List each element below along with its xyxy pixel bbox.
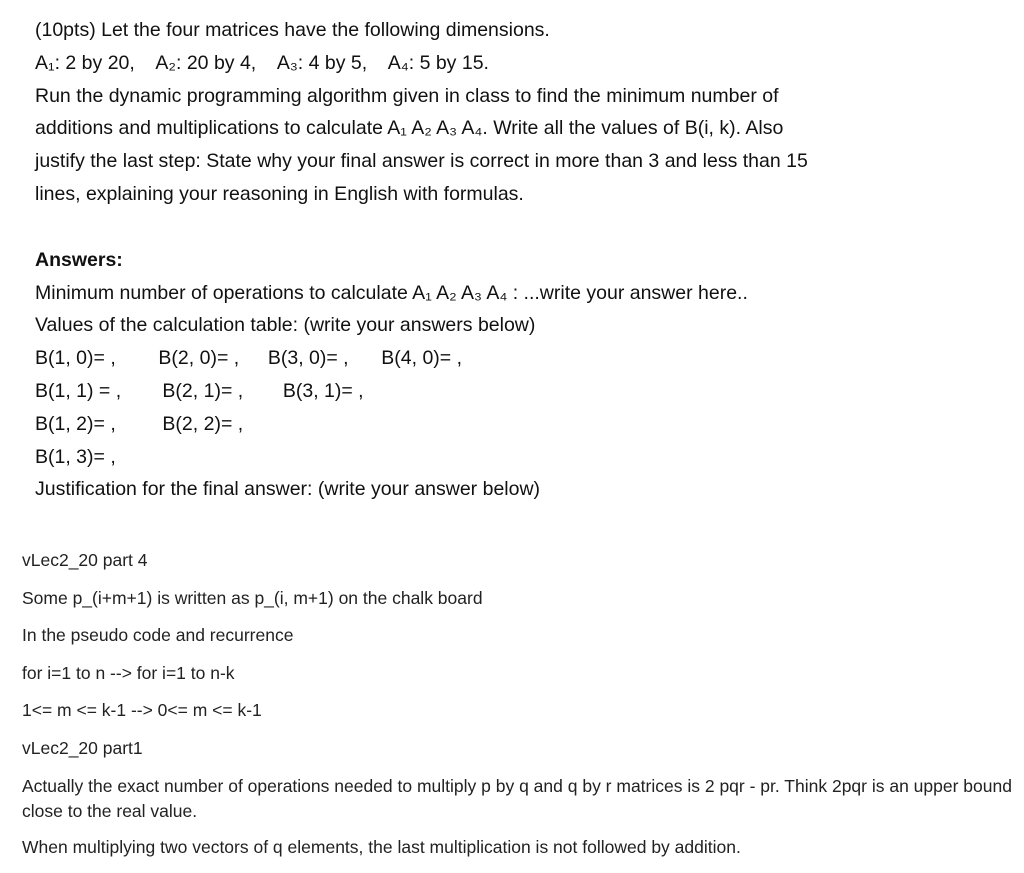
b-4-0: B(4, 0)= , <box>381 347 463 370</box>
b-table-row-3 <box>35 408 995 441</box>
note-line: 1<= m <= k-1 --> 0<= m <= k-1 <box>22 700 262 721</box>
answers-heading: Answers: <box>35 248 123 271</box>
lecture-notes <box>22 548 1012 873</box>
b-table-row-2 <box>35 375 995 408</box>
instruction-line: lines, explaining your reasoning in English with formulas. <box>35 182 524 205</box>
b-2-0: B(2, 0)= , <box>158 347 240 370</box>
note-line: vLec2_20 part1 <box>22 737 143 758</box>
dimension-a1: A₁: 2 by 20, <box>35 51 135 74</box>
instruction-line: additions and multiplications to calculate A₁ A₂ A₃ A₄. Write all the values of B(i, k). Also <box>35 117 784 140</box>
dimension-a3: A₃: 4 by 5, <box>276 51 368 74</box>
dimension-a4: A₄: 5 by 15. <box>387 51 489 74</box>
problem-statement <box>35 14 995 506</box>
b-3-1: B(3, 1)= , <box>282 379 364 402</box>
b-1-3: B(1, 3)= , <box>35 445 116 468</box>
note-line: vLec2_20 part 4 <box>22 550 148 570</box>
note-line: for i=1 to n --> for i=1 to n-k <box>22 662 235 683</box>
matrix-dimensions <box>35 47 995 80</box>
note-line: In the pseudo code and recurrence <box>22 625 294 646</box>
b-1-2: B(1, 2)= , <box>35 412 116 435</box>
min-ops-line: Minimum number of operations to calculate A₁ A₂ A₃ A₄ : ...write your answer here.. <box>35 281 748 304</box>
instruction-line: Run the dynamic programming algorithm given in class to find the minimum number of <box>35 84 779 107</box>
table-label: Values of the calculation table: (write your answers below) <box>35 314 536 337</box>
note-line: Some p_(i+m+1) is written as p_(i, m+1) on the chalk board <box>22 587 483 608</box>
b-1-1: B(1, 1) = , <box>35 379 122 402</box>
b-2-1: B(2, 1)= , <box>162 379 244 402</box>
b-3-0: B(3, 0)= , <box>267 347 349 370</box>
justification-label: Justification for the final answer: (write your answer below) <box>35 478 541 501</box>
note-paragraph: Actually the exact number of operations needed to multiply p by q and q by r matrices is 2 pqr - pr. Think 2pqr is an upper bound close to the real value. <box>22 775 1012 821</box>
problem-title: (10pts) Let the four matrices have the following dimensions. <box>35 19 550 41</box>
b-1-0: B(1, 0)= , <box>35 347 116 370</box>
instruction-line: justify the last step: State why your final answer is correct in more than 3 and less than 15 <box>35 150 808 173</box>
note-line: When multiplying two vectors of q elements, the last multiplication is not followed by addition. <box>22 837 741 858</box>
dimension-a2: A₂: 20 by 4, <box>155 51 257 74</box>
b-2-2: B(2, 2)= , <box>162 412 244 435</box>
b-table-row-1 <box>35 342 995 375</box>
b-table-row-4 <box>35 441 995 474</box>
